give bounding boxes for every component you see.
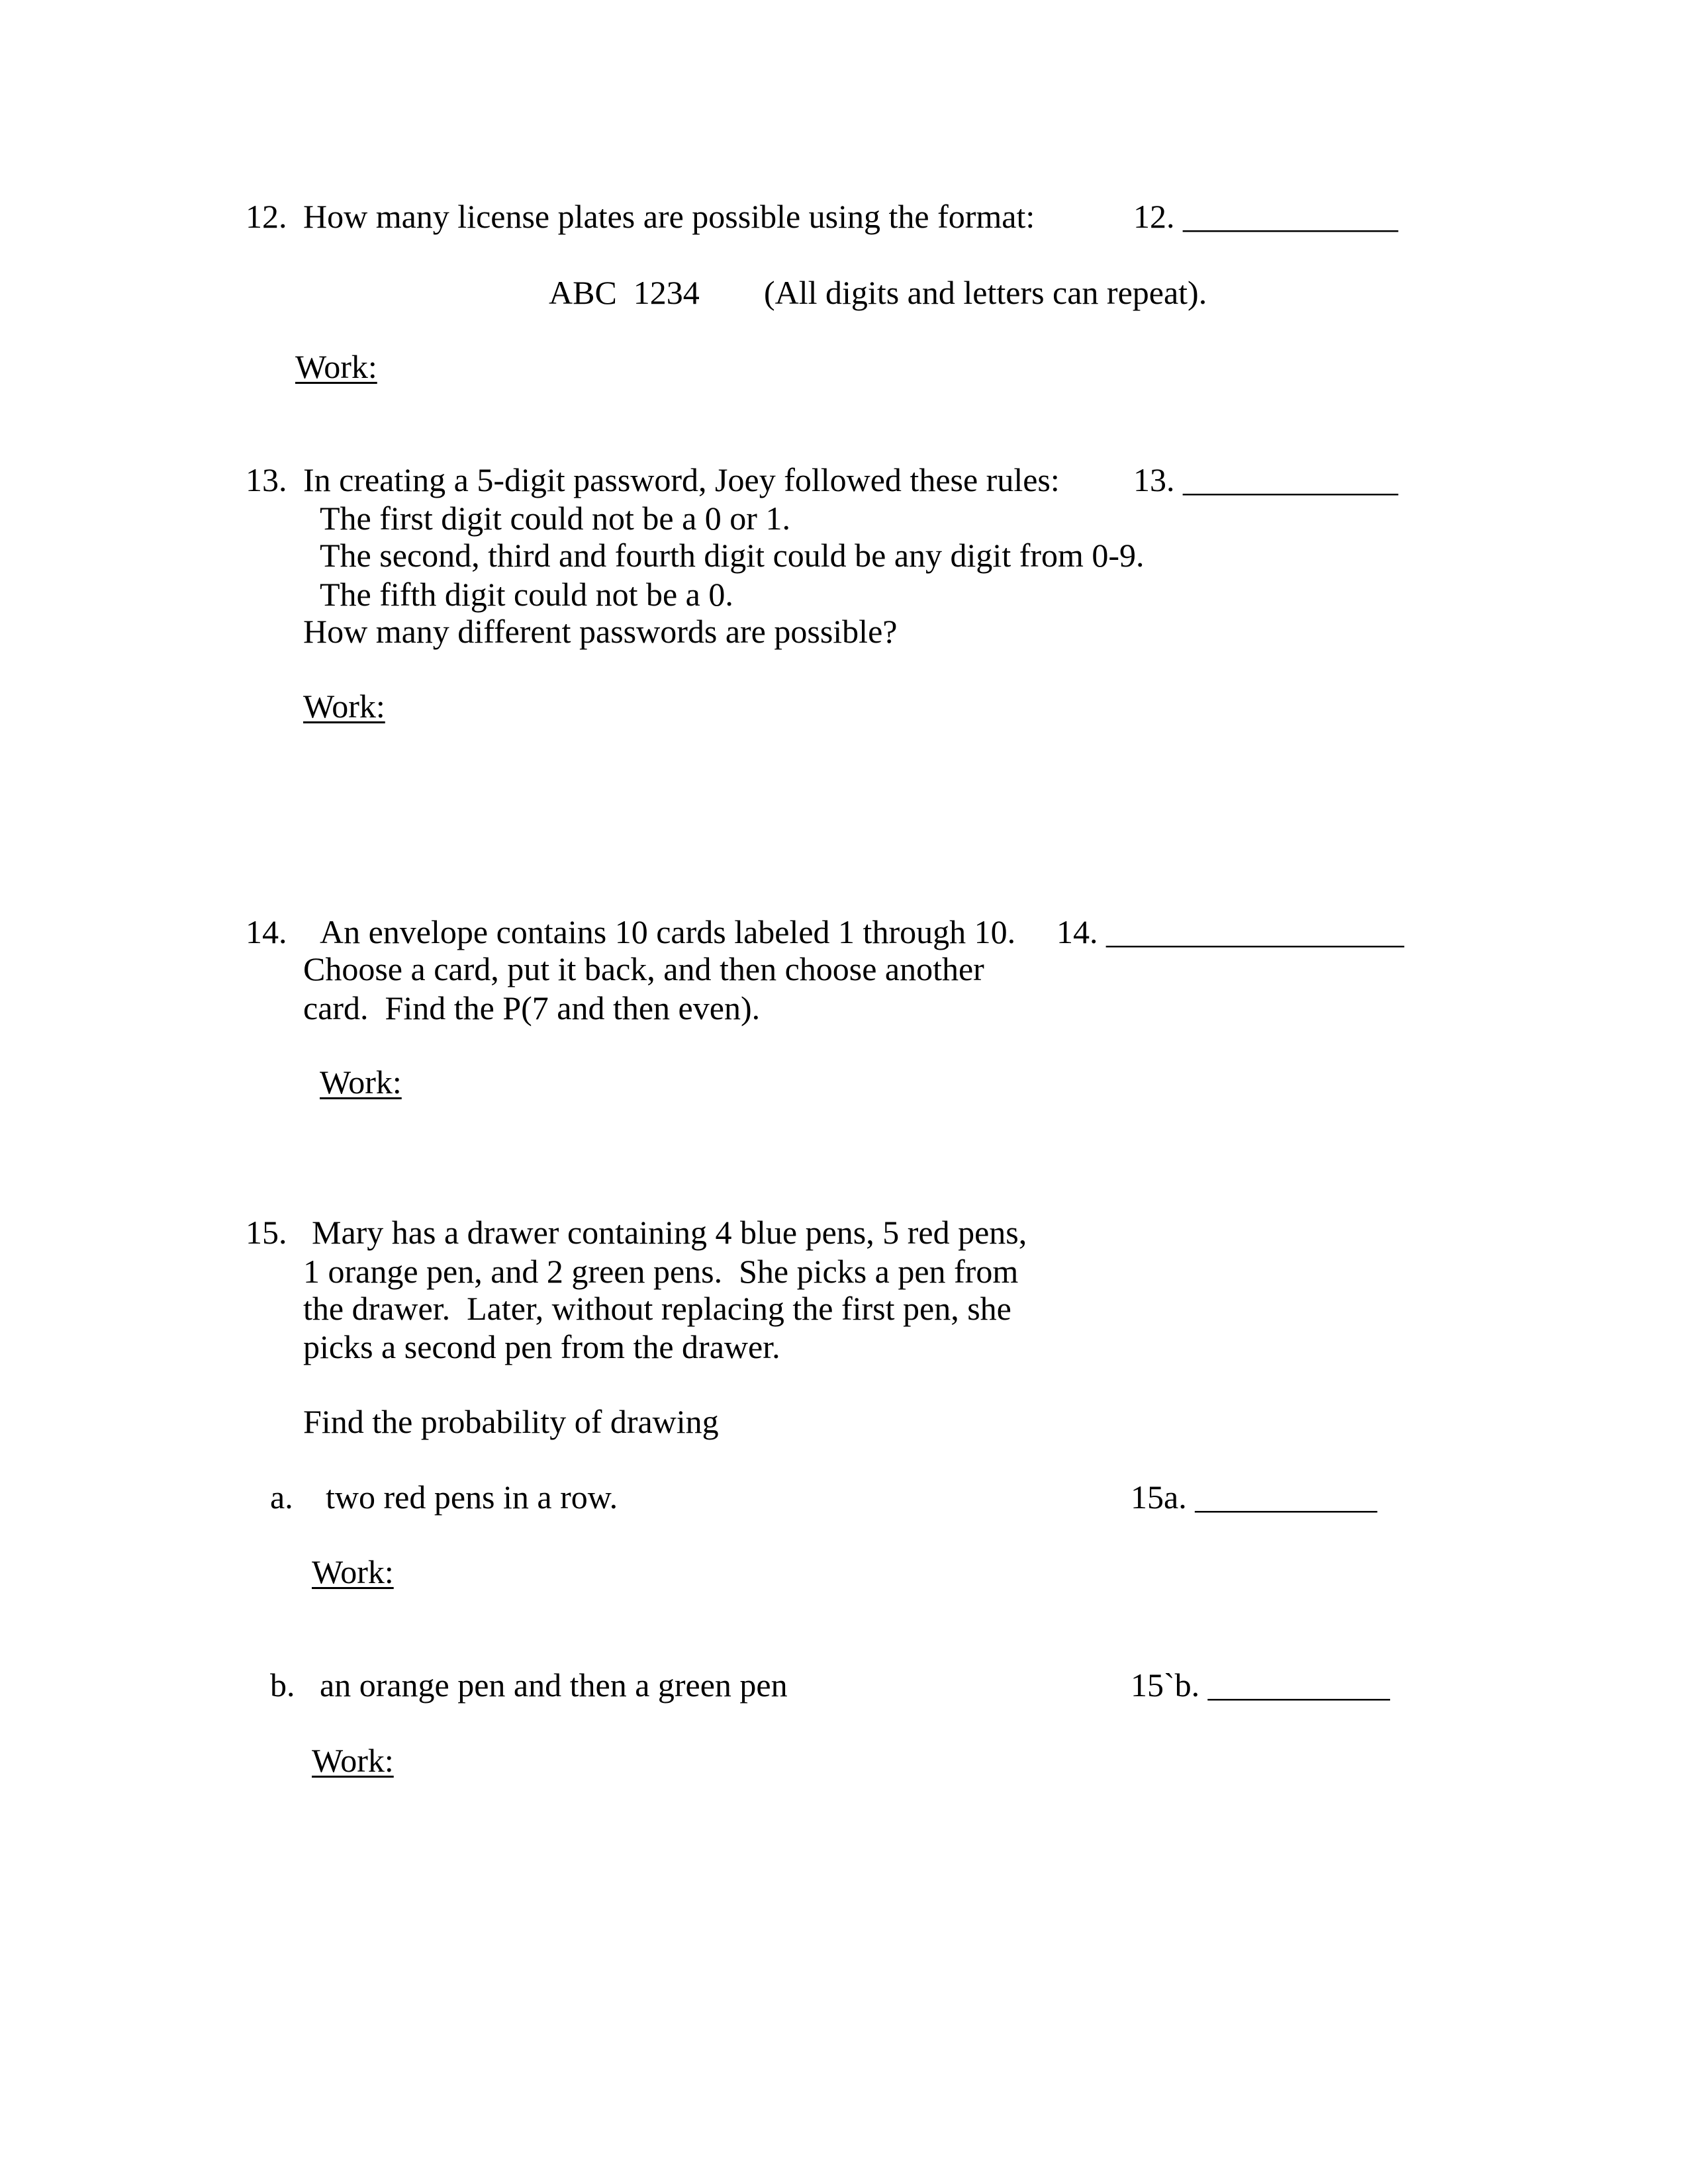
q12-note: (All digits and letters can repeat).	[764, 274, 1207, 311]
q13-text: In creating a 5-digit password, Joey followed these rules:	[303, 461, 1060, 498]
q15-prompt: Find the probability of drawing	[303, 1403, 719, 1440]
q15a-work-label: Work:	[312, 1553, 394, 1590]
q15b-text: an orange pen and then a green pen	[320, 1666, 788, 1704]
q15-line: Mary has a drawer containing 4 blue pens, 5 red pens,	[312, 1214, 1027, 1251]
q12-format: ABC 1234	[549, 274, 700, 311]
q15a-answer-blank[interactable]: 15a. ___________	[1131, 1479, 1378, 1516]
q12-number: 12.	[246, 198, 287, 235]
q15-number: 15.	[246, 1214, 287, 1251]
q14-line: Choose a card, put it back, and then choose another	[303, 950, 984, 987]
q14-answer-blank[interactable]: 14. __________________	[1056, 913, 1404, 950]
q15b-letter: b.	[270, 1666, 295, 1704]
q15-line: picks a second pen from the drawer.	[303, 1328, 780, 1365]
q15a-text: two red pens in a row.	[326, 1479, 618, 1516]
q15-line: 1 orange pen, and 2 green pens. She picks a pen from	[303, 1253, 1019, 1290]
q13-rule: The second, third and fourth digit could be any digit from 0-9.	[320, 537, 1145, 574]
q13-number: 13.	[246, 461, 287, 498]
q14-number: 14.	[246, 913, 287, 950]
q12-work-label: Work:	[295, 348, 377, 385]
q13-rule: The first digit could not be a 0 or 1.	[320, 500, 790, 537]
q15b-work-label: Work:	[312, 1742, 394, 1779]
q15b-answer-blank[interactable]: 15`b. ___________	[1131, 1666, 1390, 1704]
q14-work-label: Work:	[320, 1064, 402, 1101]
q12-answer-blank[interactable]: 12. _____________	[1133, 198, 1398, 235]
q14-line: An envelope contains 10 cards labeled 1 through 10.	[320, 913, 1016, 950]
q14-line: card. Find the P(7 and then even).	[303, 989, 761, 1026]
q13-answer-blank[interactable]: 13. _____________	[1133, 461, 1398, 498]
q13-question: How many different passwords are possible?	[303, 613, 898, 650]
q15-line: the drawer. Later, without replacing the first pen, she	[303, 1290, 1011, 1327]
q13-work-label: Work:	[303, 688, 385, 725]
q12-text: How many license plates are possible using the format:	[303, 198, 1035, 235]
q15a-letter: a.	[270, 1479, 293, 1516]
q13-rule: The fifth digit could not be a 0.	[320, 576, 733, 613]
